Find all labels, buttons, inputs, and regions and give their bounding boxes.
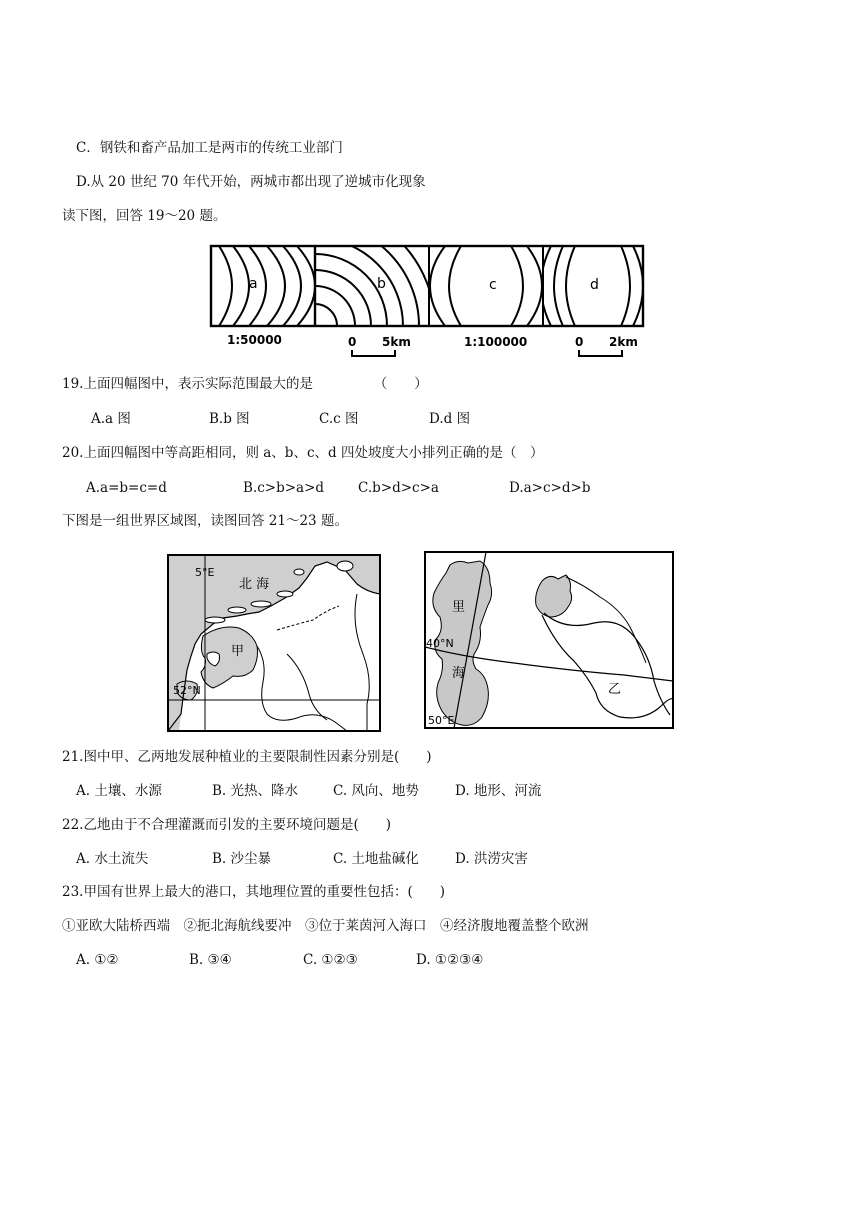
- q19-option-a: A.a 图: [91, 411, 131, 427]
- map1-place: 甲: [231, 644, 245, 659]
- map1-lon: 5°E: [195, 566, 215, 579]
- scale-d-km: 2km: [609, 335, 638, 349]
- q21-option-b: B. 光热、降水: [212, 783, 299, 799]
- scale-b-bar: [352, 350, 395, 356]
- panel-a-label: a: [249, 276, 258, 292]
- map2-lon: 50°E: [428, 714, 455, 727]
- map2-lat: 40°N: [426, 637, 454, 650]
- q21-stem: 21.图中甲、乙两地发展种植业的主要限制性因素分别是( ): [62, 749, 432, 765]
- q22-stem: 22.乙地由于不合理灌溉而引发的主要环境问题是( ): [62, 817, 392, 833]
- q20-option-b: B.c>b>a>d: [243, 480, 325, 496]
- map-caspian: [424, 551, 674, 729]
- scale-c: 1:100000: [464, 335, 528, 349]
- q23-option-c: C. ①②③: [303, 952, 358, 968]
- q23-option-a: A. ①②: [76, 952, 119, 968]
- map2-sea-bottom: 海: [452, 666, 466, 681]
- q21-option-a: A. 土壤、水源: [76, 783, 162, 799]
- q23-option-b: B. ③④: [189, 952, 232, 968]
- map1-lat: 52°N: [173, 684, 201, 697]
- q22-option-c: C. 土地盐碱化: [333, 851, 419, 867]
- q21-option-d: D. 地形、河流: [455, 783, 542, 799]
- scale-d-zero: 0: [575, 335, 584, 349]
- intro-19-20: 读下图，回答 19～20 题。: [62, 208, 227, 224]
- panel-c-label: c: [489, 277, 497, 293]
- q19-option-b: B.b 图: [209, 411, 250, 427]
- map1-sea: 北 海: [239, 577, 270, 592]
- q18-option-d: D.从 20 世纪 70 年代开始，两城市都出现了逆城市化现象: [76, 174, 426, 190]
- contour-figure: [205, 240, 650, 358]
- q22-option-a: A. 水土流失: [76, 851, 149, 867]
- map2-sea-top: 里: [452, 600, 466, 615]
- q20-stem: 20.上面四幅图中等高距相同，则 a、b、c、d 四处坡度大小排列正确的是（ ）: [62, 445, 544, 461]
- q23-statements: ①亚欧大陆桥西端 ②扼北海航线要冲 ③位于莱茵河入海口 ④经济腹地覆盖整个欧洲: [62, 918, 589, 934]
- q20-option-d: D.a>c>d>b: [509, 480, 591, 496]
- q23-stem: 23.甲国有世界上最大的港口，其地理位置的重要性包括：( ): [62, 884, 446, 900]
- q22-option-d: D. 洪涝灾害: [455, 851, 528, 867]
- q20-option-c: C.b>d>c>a: [358, 480, 439, 496]
- map2-place: 乙: [608, 682, 622, 697]
- intro-21-23: 下图是一组世界区域图，读图回答 21～23 题。: [62, 513, 348, 529]
- q19-option-d: D.d 图: [429, 411, 471, 427]
- q20-option-a: A.a=b=c=d: [86, 480, 167, 496]
- q18-option-c: C．钢铁和畜产品加工是两市的传统工业部门: [76, 140, 343, 156]
- scale-d-bar: [579, 350, 622, 356]
- scale-a: 1:50000: [227, 333, 282, 347]
- scale-b-km: 5km: [382, 335, 411, 349]
- scale-b-zero: 0: [348, 335, 357, 349]
- q21-option-c: C. 风向、地势: [333, 783, 419, 799]
- panel-b-label: b: [377, 276, 386, 292]
- q23-option-d: D. ①②③④: [416, 952, 484, 968]
- q22-option-b: B. 沙尘暴: [212, 851, 272, 867]
- map-netherlands: [167, 554, 381, 732]
- q19-option-c: C.c 图: [319, 411, 359, 427]
- q19-stem: 19.上面四幅图中，表示实际范围最大的是 （ ）: [62, 376, 428, 392]
- panel-d-label: d: [590, 277, 599, 293]
